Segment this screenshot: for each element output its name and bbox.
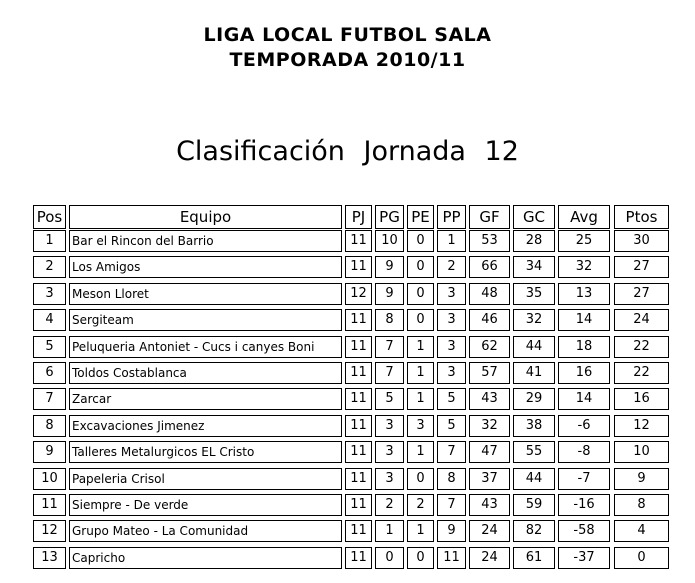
cell-gc: 44 bbox=[513, 468, 555, 490]
cell-pos: 1 bbox=[33, 230, 66, 252]
cell-pts: 16 bbox=[614, 388, 669, 410]
cell-team: Papeleria Crisol bbox=[69, 468, 342, 490]
cell-pj: 11 bbox=[345, 309, 372, 331]
cell-gc: 61 bbox=[513, 547, 555, 569]
cell-pj: 12 bbox=[345, 283, 372, 305]
cell-pp: 3 bbox=[437, 309, 466, 331]
cell-avg: 16 bbox=[558, 362, 610, 384]
cell-avg: 13 bbox=[558, 283, 610, 305]
cell-pos: 10 bbox=[33, 468, 66, 490]
cell-pp: 3 bbox=[437, 362, 466, 384]
cell-avg: -58 bbox=[558, 520, 610, 542]
cell-gf: 46 bbox=[469, 309, 510, 331]
header-team: Equipo bbox=[69, 205, 342, 229]
cell-pg: 0 bbox=[375, 547, 404, 569]
cell-avg: 32 bbox=[558, 256, 610, 278]
cell-team: Toldos Costablanca bbox=[69, 362, 342, 384]
cell-pp: 7 bbox=[437, 494, 466, 516]
cell-pp: 11 bbox=[437, 547, 466, 569]
cell-pts: 22 bbox=[614, 362, 669, 384]
cell-pg: 10 bbox=[375, 230, 404, 252]
cell-pe: 1 bbox=[407, 336, 434, 358]
cell-pos: 3 bbox=[33, 283, 66, 305]
cell-pp: 1 bbox=[437, 230, 466, 252]
cell-pp: 8 bbox=[437, 468, 466, 490]
cell-pos: 6 bbox=[33, 362, 66, 384]
cell-pts: 30 bbox=[614, 230, 669, 252]
cell-pts: 10 bbox=[614, 441, 669, 463]
cell-pe: 1 bbox=[407, 388, 434, 410]
header-pp: PP bbox=[437, 205, 466, 229]
cell-team: Sergiteam bbox=[69, 309, 342, 331]
cell-pp: 3 bbox=[437, 336, 466, 358]
cell-gc: 59 bbox=[513, 494, 555, 516]
cell-gc: 34 bbox=[513, 256, 555, 278]
cell-pp: 9 bbox=[437, 520, 466, 542]
cell-pe: 3 bbox=[407, 415, 434, 437]
cell-pos: 4 bbox=[33, 309, 66, 331]
cell-pj: 11 bbox=[345, 468, 372, 490]
cell-pos: 9 bbox=[33, 441, 66, 463]
cell-team: Meson Lloret bbox=[69, 283, 342, 305]
cell-pg: 1 bbox=[375, 520, 404, 542]
cell-gc: 38 bbox=[513, 415, 555, 437]
cell-pg: 9 bbox=[375, 283, 404, 305]
cell-team: Peluqueria Antoniet - Cucs i canyes Boni bbox=[69, 336, 342, 358]
cell-gc: 55 bbox=[513, 441, 555, 463]
cell-gc: 82 bbox=[513, 520, 555, 542]
cell-team: Grupo Mateo - La Comunidad bbox=[69, 520, 342, 542]
cell-team: Capricho bbox=[69, 547, 342, 569]
cell-pj: 11 bbox=[345, 520, 372, 542]
cell-pts: 24 bbox=[614, 309, 669, 331]
cell-pos: 12 bbox=[33, 520, 66, 542]
cell-pos: 8 bbox=[33, 415, 66, 437]
league-title: LIGA LOCAL FUTBOL SALA bbox=[203, 24, 492, 46]
header-pj: PJ bbox=[345, 205, 372, 229]
cell-pp: 2 bbox=[437, 256, 466, 278]
cell-team: Excavaciones Jimenez bbox=[69, 415, 342, 437]
cell-pg: 7 bbox=[375, 362, 404, 384]
cell-pts: 9 bbox=[614, 468, 669, 490]
header-pg: PG bbox=[375, 205, 404, 229]
cell-gf: 66 bbox=[469, 256, 510, 278]
cell-team: Los Amigos bbox=[69, 256, 342, 278]
cell-pe: 0 bbox=[407, 547, 434, 569]
cell-pe: 0 bbox=[407, 283, 434, 305]
cell-pe: 1 bbox=[407, 441, 434, 463]
cell-avg: 25 bbox=[558, 230, 610, 252]
cell-gf: 24 bbox=[469, 520, 510, 542]
cell-team: Siempre - De verde bbox=[69, 494, 342, 516]
cell-pj: 11 bbox=[345, 494, 372, 516]
cell-pg: 9 bbox=[375, 256, 404, 278]
cell-pe: 0 bbox=[407, 256, 434, 278]
header-pos: Pos bbox=[33, 205, 66, 229]
cell-pj: 11 bbox=[345, 441, 372, 463]
cell-pp: 5 bbox=[437, 388, 466, 410]
cell-avg: 14 bbox=[558, 388, 610, 410]
cell-pj: 11 bbox=[345, 256, 372, 278]
cell-team: Bar el Rincon del Barrio bbox=[69, 230, 342, 252]
cell-pg: 8 bbox=[375, 309, 404, 331]
cell-pos: 2 bbox=[33, 256, 66, 278]
cell-pj: 11 bbox=[345, 230, 372, 252]
cell-pj: 11 bbox=[345, 547, 372, 569]
cell-pos: 7 bbox=[33, 388, 66, 410]
cell-avg: -37 bbox=[558, 547, 610, 569]
cell-pos: 13 bbox=[33, 547, 66, 569]
cell-pg: 3 bbox=[375, 415, 404, 437]
header-gc: GC bbox=[513, 205, 555, 229]
cell-avg: -16 bbox=[558, 494, 610, 516]
cell-pe: 0 bbox=[407, 468, 434, 490]
cell-gc: 44 bbox=[513, 336, 555, 358]
header-avg: Avg bbox=[558, 205, 610, 229]
header-pts: Ptos bbox=[614, 205, 669, 229]
cell-pts: 4 bbox=[614, 520, 669, 542]
cell-pts: 12 bbox=[614, 415, 669, 437]
cell-gf: 43 bbox=[469, 388, 510, 410]
cell-pp: 3 bbox=[437, 283, 466, 305]
cell-pe: 1 bbox=[407, 520, 434, 542]
cell-pe: 1 bbox=[407, 362, 434, 384]
cell-avg: 18 bbox=[558, 336, 610, 358]
header-pe: PE bbox=[407, 205, 434, 229]
cell-gf: 37 bbox=[469, 468, 510, 490]
cell-pos: 5 bbox=[33, 336, 66, 358]
cell-pj: 11 bbox=[345, 336, 372, 358]
cell-pts: 27 bbox=[614, 283, 669, 305]
cell-gf: 53 bbox=[469, 230, 510, 252]
cell-gc: 41 bbox=[513, 362, 555, 384]
cell-avg: -8 bbox=[558, 441, 610, 463]
cell-avg: -7 bbox=[558, 468, 610, 490]
cell-pg: 7 bbox=[375, 336, 404, 358]
cell-gf: 32 bbox=[469, 415, 510, 437]
cell-pos: 11 bbox=[33, 494, 66, 516]
cell-pts: 22 bbox=[614, 336, 669, 358]
cell-pts: 27 bbox=[614, 256, 669, 278]
cell-pe: 0 bbox=[407, 309, 434, 331]
cell-pg: 5 bbox=[375, 388, 404, 410]
cell-gc: 29 bbox=[513, 388, 555, 410]
cell-gf: 24 bbox=[469, 547, 510, 569]
cell-pp: 7 bbox=[437, 441, 466, 463]
cell-pg: 2 bbox=[375, 494, 404, 516]
cell-pj: 11 bbox=[345, 362, 372, 384]
header-gf: GF bbox=[469, 205, 510, 229]
cell-gc: 35 bbox=[513, 283, 555, 305]
cell-pts: 0 bbox=[614, 547, 669, 569]
cell-gc: 28 bbox=[513, 230, 555, 252]
cell-gc: 32 bbox=[513, 309, 555, 331]
cell-pg: 3 bbox=[375, 468, 404, 490]
season-title: TEMPORADA 2010/11 bbox=[229, 49, 466, 71]
cell-pe: 2 bbox=[407, 494, 434, 516]
cell-avg: -6 bbox=[558, 415, 610, 437]
cell-pj: 11 bbox=[345, 388, 372, 410]
cell-gf: 48 bbox=[469, 283, 510, 305]
cell-pg: 3 bbox=[375, 441, 404, 463]
cell-pe: 0 bbox=[407, 230, 434, 252]
standings-subtitle: Clasificación Jornada 12 bbox=[176, 136, 519, 167]
cell-gf: 57 bbox=[469, 362, 510, 384]
cell-avg: 14 bbox=[558, 309, 610, 331]
cell-gf: 47 bbox=[469, 441, 510, 463]
cell-pts: 8 bbox=[614, 494, 669, 516]
cell-team: Talleres Metalurgicos EL Cristo bbox=[69, 441, 342, 463]
cell-team: Zarcar bbox=[69, 388, 342, 410]
cell-gf: 43 bbox=[469, 494, 510, 516]
cell-pp: 5 bbox=[437, 415, 466, 437]
cell-pj: 11 bbox=[345, 415, 372, 437]
cell-gf: 62 bbox=[469, 336, 510, 358]
